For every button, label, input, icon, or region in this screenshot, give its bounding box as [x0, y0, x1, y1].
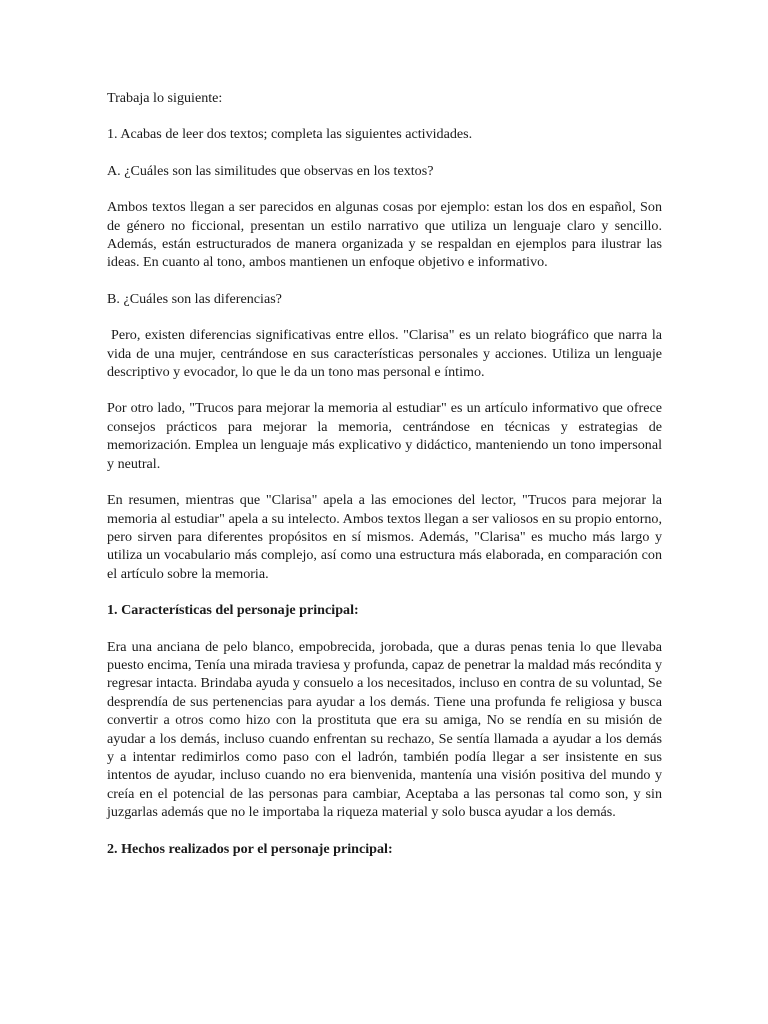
- activity-item-1: 1. Acabas de leer dos textos; completa las siguientes actividades.: [107, 126, 473, 143]
- heading-characteristics: 1. Características del personaje principal:: [107, 602, 359, 619]
- question-a: A. ¿Cuáles son las similitudes que observas en los textos?: [107, 162, 434, 179]
- question-b: B. ¿Cuáles son las diferencias?: [107, 290, 282, 307]
- intro-text: Trabaja lo siguiente:: [107, 90, 223, 106]
- answer-b-paragraph-2: Por otro lado, "Trucos para mejorar la memoria al estudiar" es un artículo informativo que ofrece consejos prácticos para mejorar la memoria, centrándose en técnicas y estrategias de memorización. Emplea un lenguaje más explicativo y didáctico, manteniendo un tono impersonal y neutral.: [107, 400, 662, 472]
- heading-actions: 2. Hechos realizados por el personaje principal:: [107, 840, 393, 857]
- document-page: [107, 89, 662, 876]
- answer-b-paragraph-1: Pero, existen diferencias significativas entre ellos. "Clarisa" es un relato biográfico que narra la vida de una mujer, centrándose en sus características personales y acciones. Utiliza un lenguaje descriptivo y evocador, lo que le da un tono mas personal e íntimo.: [107, 327, 662, 381]
- answer-a: Ambos textos llegan a ser parecidos en algunas cosas por ejemplo: estan los dos en español, Son de género no ficcional, presentan un estilo narrativo que utiliza un lenguaje claro y sencillo. Además, están estructurados de manera organizada y se respaldan en ejemplos para ilustrar las ideas. En cuanto al tono, ambos mantienen un enfoque objetivo e informativo.: [107, 199, 662, 271]
- characteristics-paragraph: Era una anciana de pelo blanco, empobrecida, jorobada, que a duras penas tenia lo que llevaba puesto encima, Tenía una mirada traviesa y profunda, capaz de penetrar la maldad más recóndita y regresar intacta. Brindaba ayuda y consuelo a los necesitados, incluso en contra de su voluntad, Se desprendía de sus pertenencias para ayudar a los demás. Tiene una profunda fe religiosa y busca convertir a otros como hizo con la prostituta que era su amiga, No se rendía en su misión de ayudar a los demás, incluso cuando enfrentan su rechazo, Se sentía llamada a ayudar a los demás y a intentar redimirlos como paso con el ladrón, también podía llegar a ser insistente en sus intentos de ayudar, incluso cuando no era bienvenida, mantenía una visión positiva del mundo y creía en el potencial de las personas para cambiar, Aceptaba a las personas tal como son, y sin juzgarlas además que no le importaba la riqueza material y solo busca ayudar a los demás.: [107, 638, 662, 821]
- answer-b-paragraph-3: En resumen, mientras que "Clarisa" apela a las emociones del lector, "Trucos para mejorar la memoria al estudiar" apela a su intelecto. Ambos textos llegan a ser valiosos en su propio entorno, pero sirven para diferentes propósitos en sí mismos. Además, "Clarisa" es mucho más largo y utiliza un vocabulario más complejo, así como una estructura más elaborada, en comparación con el artículo sobre la memoria.: [107, 492, 662, 582]
